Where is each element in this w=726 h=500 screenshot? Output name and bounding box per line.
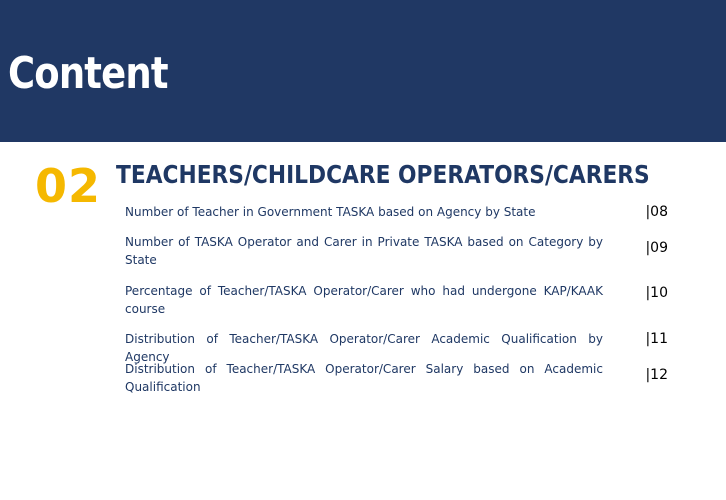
toc-item-text: Distribution of Teacher/TASKA Operator/Carer Academic Qualification by Agency xyxy=(125,332,603,364)
toc-item-text: Number of Teacher in Government TASKA based on Agency by State xyxy=(125,205,536,219)
toc-item-page: |12 xyxy=(645,367,668,383)
section-number: 02 xyxy=(35,159,102,213)
toc-item-text: Percentage of Teacher/TASKA Operator/Carer who had undergone KAP/KAAK course xyxy=(125,284,603,316)
toc-item-page: |11 xyxy=(645,331,668,347)
section-title: TEACHERS/CHILDCARE OPERATORS/CARERS xyxy=(116,160,650,189)
toc-item-page: |10 xyxy=(645,285,668,301)
toc-item-page: |09 xyxy=(645,240,668,256)
page-title: Content xyxy=(8,48,168,99)
header-banner xyxy=(0,0,726,142)
toc-item-page: |08 xyxy=(645,204,668,220)
toc-item-text: Number of TASKA Operator and Carer in Private TASKA based on Category by State xyxy=(125,235,603,267)
toc-item-text: Distribution of Teacher/TASKA Operator/Carer Salary based on Academic Qualification xyxy=(125,362,603,394)
